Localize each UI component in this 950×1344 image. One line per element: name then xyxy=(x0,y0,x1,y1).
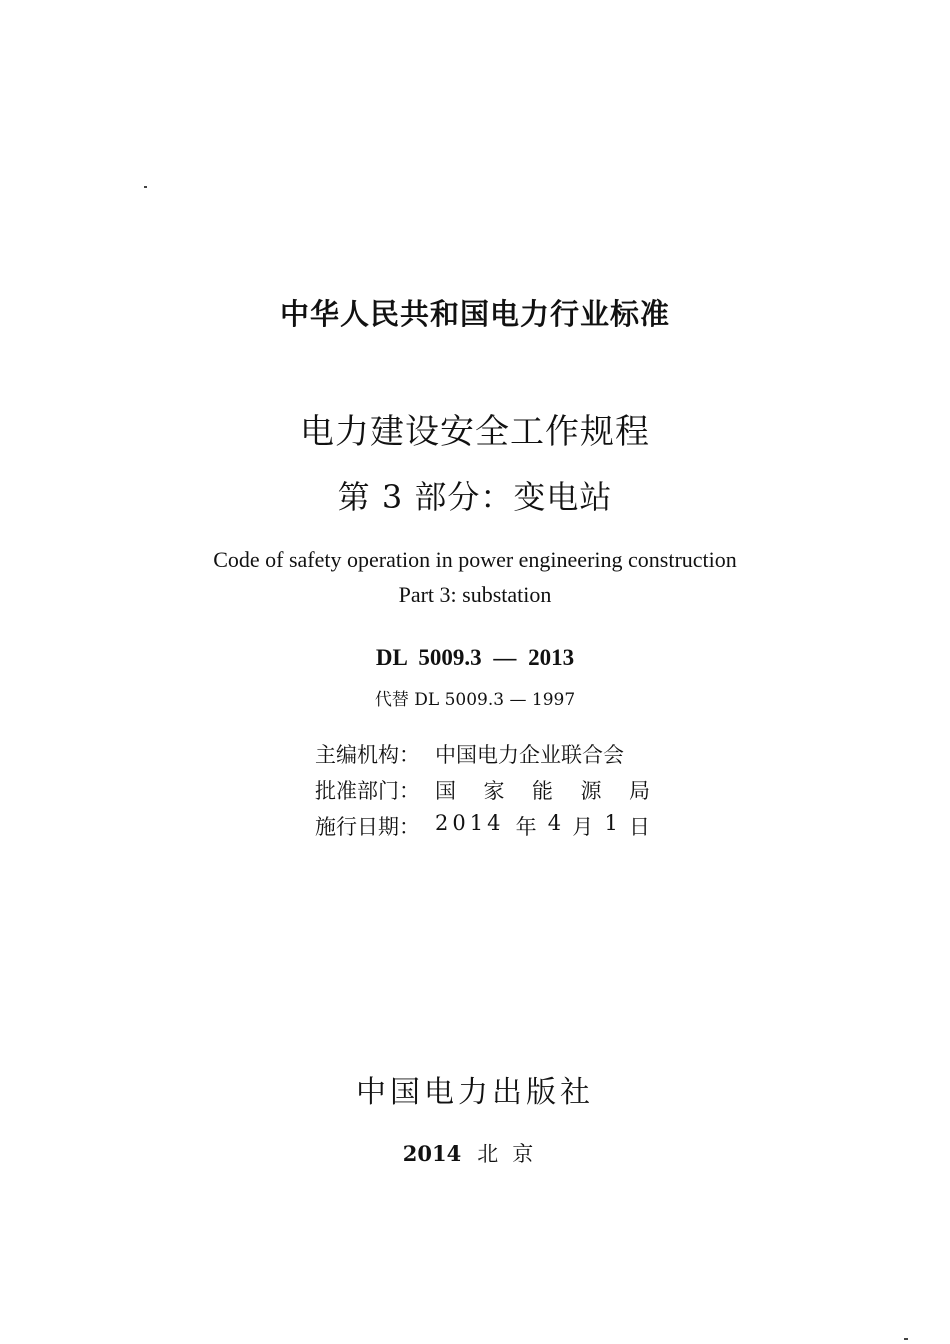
effective-day: 1 xyxy=(604,811,618,835)
effective-date-row xyxy=(315,808,675,844)
approver-char: 国 xyxy=(435,779,456,803)
approver-char: 源 xyxy=(580,779,602,803)
replaces-standard: 代替 DL 5009.3 — 1997 xyxy=(374,690,576,710)
effective-day-unit: 日 xyxy=(628,815,650,839)
standard-number: DL 5009.3 — 2013 xyxy=(375,645,575,670)
effective-year: 2014 xyxy=(435,811,505,835)
scan-speck xyxy=(144,186,147,188)
part-title-english: Part 3: substation xyxy=(398,582,552,607)
approver-char: 局 xyxy=(629,779,650,803)
editor-row xyxy=(315,736,675,772)
effective-year-unit: 年 xyxy=(515,815,537,839)
approver-row xyxy=(315,772,675,808)
effective-month: 4 xyxy=(547,811,562,835)
scan-speck xyxy=(904,1338,908,1340)
approver-char: 能 xyxy=(532,779,553,803)
effective-date-label: 施行日期： xyxy=(315,815,420,839)
publisher-name: 中国电力出版社 xyxy=(356,1075,594,1110)
publication-info xyxy=(315,736,675,844)
publication-place: 北京 xyxy=(477,1142,548,1166)
editor-value: 中国电力企业联合会 xyxy=(435,743,624,767)
approver-char: 家 xyxy=(483,779,505,803)
effective-month-unit: 月 xyxy=(572,815,594,839)
approver-label: 批准部门： xyxy=(315,779,420,803)
editor-label: 主编机构： xyxy=(315,743,420,767)
standard-type-heading: 中华人民共和国电力行业标准 xyxy=(279,297,670,331)
title-chinese: 电力建设安全工作规程 xyxy=(300,412,650,452)
publication-year-place xyxy=(0,1138,950,1168)
part-title-chinese: 第 3 部分：变电站 xyxy=(337,478,613,516)
title-english: Code of safety operation in power engineering construction xyxy=(213,547,737,572)
effective-date-value xyxy=(435,811,650,841)
approver-value xyxy=(435,775,650,805)
publication-year: 2014 xyxy=(402,1141,462,1166)
